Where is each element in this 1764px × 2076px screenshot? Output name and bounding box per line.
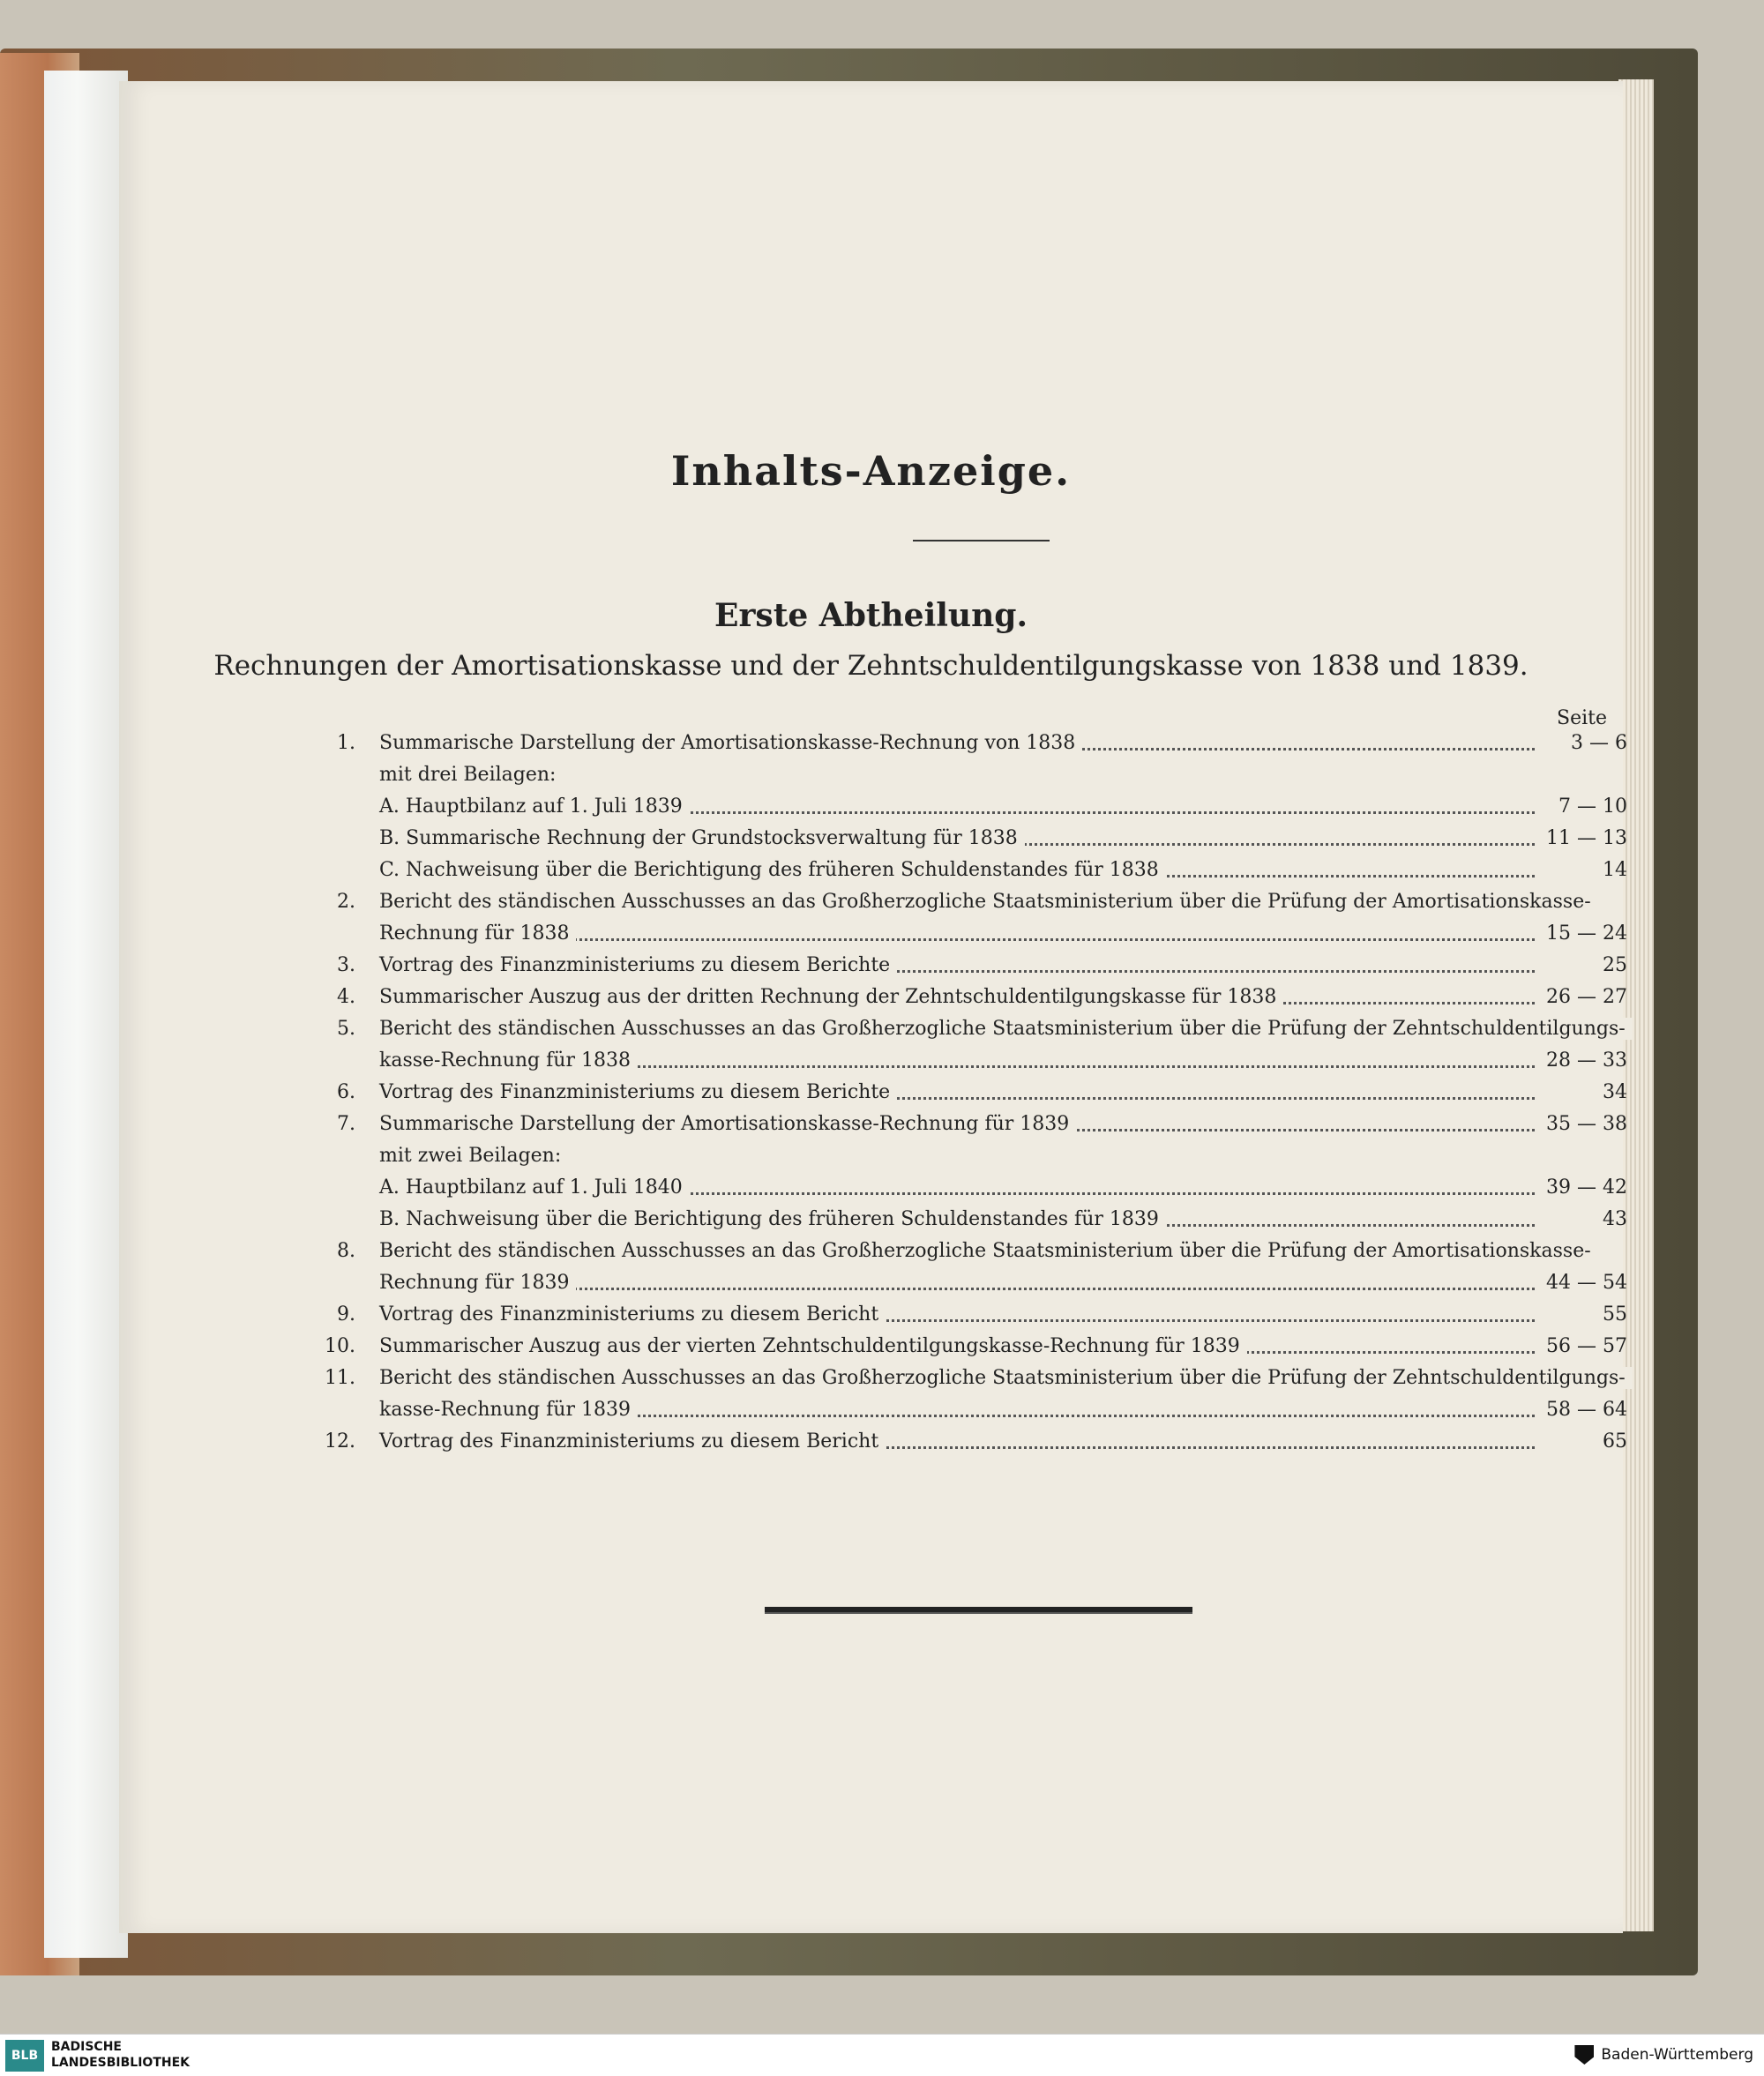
toc-number: 7. xyxy=(337,1113,355,1135)
toc-page-range: 11 — 13 xyxy=(1546,827,1627,849)
toc-entry-text: A. Hauptbilanz auf 1. Juli 1839 xyxy=(379,795,690,818)
toc-page-range: 43 xyxy=(1603,1208,1627,1230)
toc-entry-text: Rechnung für 1838 xyxy=(379,922,576,945)
toc-row xyxy=(331,1145,1627,1176)
toc-page-range: 14 xyxy=(1603,859,1627,881)
toc-entry-text: Bericht des ständischen Ausschusses an das Großherzogliche Staatsministerium über die Prüfung der Zehntschuldentilgungs- xyxy=(379,1018,1633,1040)
toc-entry-text: kasse-Rechnung für 1839 xyxy=(379,1399,638,1421)
toc-entry-text: Vortrag des Finanzministeriums zu diesem Berichte xyxy=(379,954,897,976)
toc-row xyxy=(331,1081,1627,1113)
toc-number: 1. xyxy=(337,732,355,754)
toc-row xyxy=(331,732,1627,764)
toc-row xyxy=(331,1176,1627,1208)
toc-entry-text: Vortrag des Finanzministeriums zu diesem Bericht xyxy=(379,1303,886,1326)
toc-page-range: 56 — 57 xyxy=(1546,1335,1627,1357)
toc-entry-text: Vortrag des Finanzministeriums zu diesem Berichte xyxy=(379,1081,897,1103)
toc-entry-text: C. Nachweisung über die Berichtigung des früheren Schuldenstandes für 1838 xyxy=(379,859,1166,881)
viewer-footer xyxy=(0,2034,1764,2076)
document-page xyxy=(119,81,1627,1933)
toc-entry-text: mit zwei Beilagen: xyxy=(379,1145,568,1167)
library-name-line2: LANDESBIBLIOTHEK xyxy=(51,2056,191,2070)
toc-row xyxy=(331,922,1627,954)
title-divider xyxy=(913,540,1050,541)
toc-page-range: 3 — 6 xyxy=(1571,732,1627,754)
toc-page-range: 35 — 38 xyxy=(1546,1113,1627,1135)
toc-number: 9. xyxy=(337,1303,355,1326)
book-spine xyxy=(44,71,128,1958)
toc-number: 12. xyxy=(325,1430,355,1452)
toc-entry-text: Rechnung für 1839 xyxy=(379,1272,576,1294)
toc-row xyxy=(331,795,1627,827)
state-label: Baden-Württemberg xyxy=(1601,2046,1753,2064)
toc-row xyxy=(331,1303,1627,1335)
toc-number: 4. xyxy=(337,986,355,1008)
toc-number: 10. xyxy=(325,1335,355,1357)
toc-page-range: 15 — 24 xyxy=(1546,922,1627,945)
library-name-line1: BADISCHE xyxy=(51,2040,122,2054)
toc-number: 11. xyxy=(325,1367,355,1389)
toc-number: 5. xyxy=(337,1018,355,1040)
toc-number: 3. xyxy=(337,954,355,976)
toc-row xyxy=(331,1049,1627,1081)
table-of-contents xyxy=(325,732,1627,1462)
toc-page-range: 65 xyxy=(1603,1430,1627,1452)
toc-number: 8. xyxy=(337,1240,355,1262)
toc-page-range: 44 — 54 xyxy=(1546,1272,1627,1294)
toc-row xyxy=(331,1272,1627,1303)
toc-entry-text: Summarischer Auszug aus der vierten Zehntschuldentilgungskasse-Rechnung für 1839 xyxy=(379,1335,1247,1357)
toc-row xyxy=(331,986,1627,1018)
toc-entry-text: A. Hauptbilanz auf 1. Juli 1840 xyxy=(379,1176,690,1199)
toc-row xyxy=(331,1208,1627,1240)
toc-entry-text: Summarische Darstellung der Amortisationskasse-Rechnung von 1838 xyxy=(379,732,1082,754)
toc-page-range: 26 — 27 xyxy=(1546,986,1627,1008)
toc-number: 2. xyxy=(337,891,355,913)
toc-entry-text: Bericht des ständischen Ausschusses an das Großherzogliche Staatsministerium über die Prüfung der Amortisationskasse- xyxy=(379,1240,1598,1262)
toc-entry-text: mit drei Beilagen: xyxy=(379,764,563,786)
toc-page-range: 25 xyxy=(1603,954,1627,976)
toc-row xyxy=(331,827,1627,859)
toc-row xyxy=(331,1399,1627,1430)
toc-row xyxy=(331,1240,1627,1272)
toc-page-range: 34 xyxy=(1603,1081,1627,1103)
toc-row xyxy=(325,1367,1627,1399)
state-logo[interactable] xyxy=(1574,2045,1753,2065)
toc-row xyxy=(325,1430,1627,1462)
library-name[interactable] xyxy=(51,2039,190,2071)
page-column-label: Seite xyxy=(1557,707,1607,729)
toc-entry-text: B. Summarische Rechnung der Grundstocksverwaltung für 1838 xyxy=(379,827,1025,849)
toc-row xyxy=(331,859,1627,891)
closing-rule xyxy=(765,1607,1192,1614)
toc-entry-text: kasse-Rechnung für 1838 xyxy=(379,1049,638,1072)
toc-entry-text: Bericht des ständischen Ausschusses an das Großherzogliche Staatsministerium über die Prüfung der Zehntschuldentilgungs- xyxy=(379,1367,1633,1389)
toc-page-range: 7 — 10 xyxy=(1558,795,1627,818)
page-title: Inhalts-Anzeige. xyxy=(670,447,1072,495)
toc-row xyxy=(331,891,1627,922)
toc-entry-text: Summarische Darstellung der Amortisationskasse-Rechnung für 1839 xyxy=(379,1113,1076,1135)
section-heading: Erste Abtheilung. xyxy=(714,597,1028,634)
toc-row xyxy=(331,1113,1627,1145)
toc-entry-text: Bericht des ständischen Ausschusses an das Großherzogliche Staatsministerium über die Prüfung der Amortisationskasse- xyxy=(379,891,1598,913)
section-subheading: Rechnungen der Amortisationskasse und der Zehntschuldentilgungskasse von 1838 und 1839. xyxy=(213,650,1529,682)
toc-entry-text: Vortrag des Finanzministeriums zu diesem Bericht xyxy=(379,1430,886,1452)
toc-row xyxy=(331,764,1627,795)
toc-page-range: 39 — 42 xyxy=(1546,1176,1627,1199)
coat-of-arms-icon xyxy=(1574,2045,1594,2065)
toc-page-range: 55 xyxy=(1603,1303,1627,1326)
toc-entry-text: B. Nachweisung über die Berichtigung des früheren Schuldenstandes für 1839 xyxy=(379,1208,1166,1230)
toc-entry-text: Summarischer Auszug aus der dritten Rechnung der Zehntschuldentilgungskasse für 1838 xyxy=(379,986,1283,1008)
blb-logo-icon[interactable]: BLB xyxy=(5,2040,44,2072)
toc-row xyxy=(331,1018,1627,1049)
toc-page-range: 58 — 64 xyxy=(1546,1399,1627,1421)
toc-row xyxy=(331,954,1627,986)
toc-row xyxy=(325,1335,1627,1367)
toc-number: 6. xyxy=(337,1081,355,1103)
toc-page-range: 28 — 33 xyxy=(1546,1049,1627,1072)
